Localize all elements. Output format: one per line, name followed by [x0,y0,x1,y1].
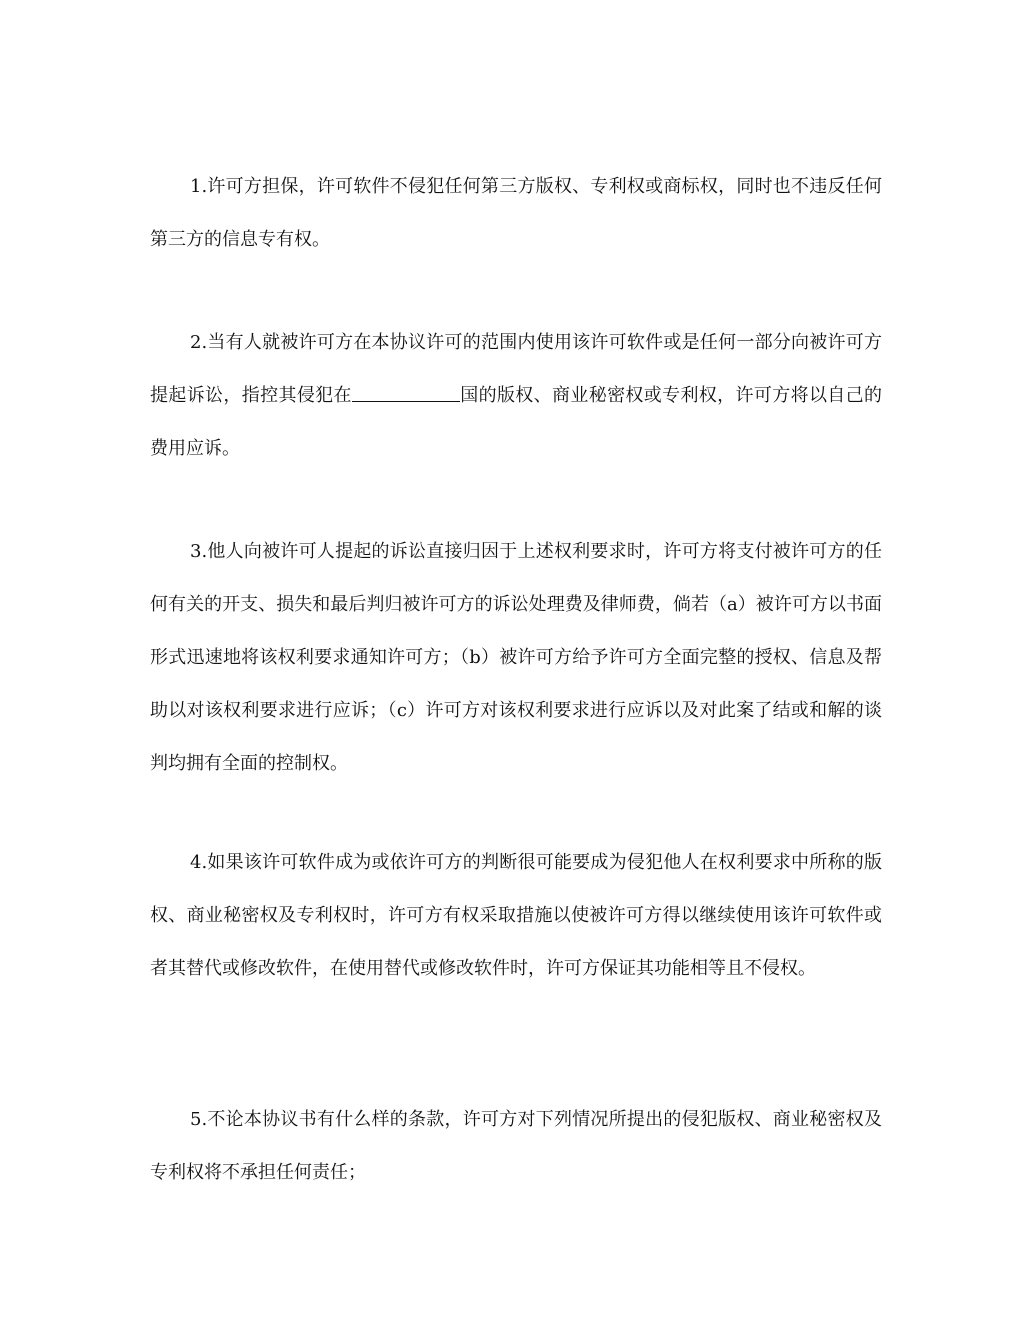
fill-in-blank [352,383,460,402]
clause-2-text-before: 2.当有人就被许可方在本协议许可的范围内使用该许可软件或是任何一部分向被许可方提起诉讼，指控其侵犯在 [150,332,882,406]
clause-4: 4.如果该许可软件成为或依许可方的判断很可能要成为侵犯他人在权利要求中所称的版权、商业秘密权及专利权时，许可方有权采取措施以使被许可方得以继续使用该许可软件或者其替代或修改软件，在使用替代或修改软件时，许可方保证其功能相等且不侵权。 [150,852,882,979]
clause-1: 1.许可方担保，许可软件不侵犯任何第三方版权、专利权或商标权，同时也不违反任何第三方的信息专有权。 [150,176,882,250]
clause-2 [150,316,882,475]
clause-2-text-after: 国的版权、商业秘密权或专利权，许可方将以自己的费用应诉。 [150,385,883,459]
clause-3: 3.他人向被许可人提起的诉讼直接归因于上述权利要求时，许可方将支付被许可方的任何有关的开支、损失和最后判归被许可方的诉讼处理费及律师费，倘若（a）被许可方以书面形式迅速地将该权利要求通知许可方；（b）被许可方给予许可方全面完整的授权、信息及帮助以对该权利要求进行应诉；（c）许可方对该权利要求进行应诉以及对此案了结或和解的谈判均拥有全面的控制权。 [150,541,882,774]
clause-5: 5.不论本协议书有什么样的条款，许可方对下列情况所提出的侵犯版权、商业秘密权及专利权将不承担任何责任； [150,1109,882,1183]
